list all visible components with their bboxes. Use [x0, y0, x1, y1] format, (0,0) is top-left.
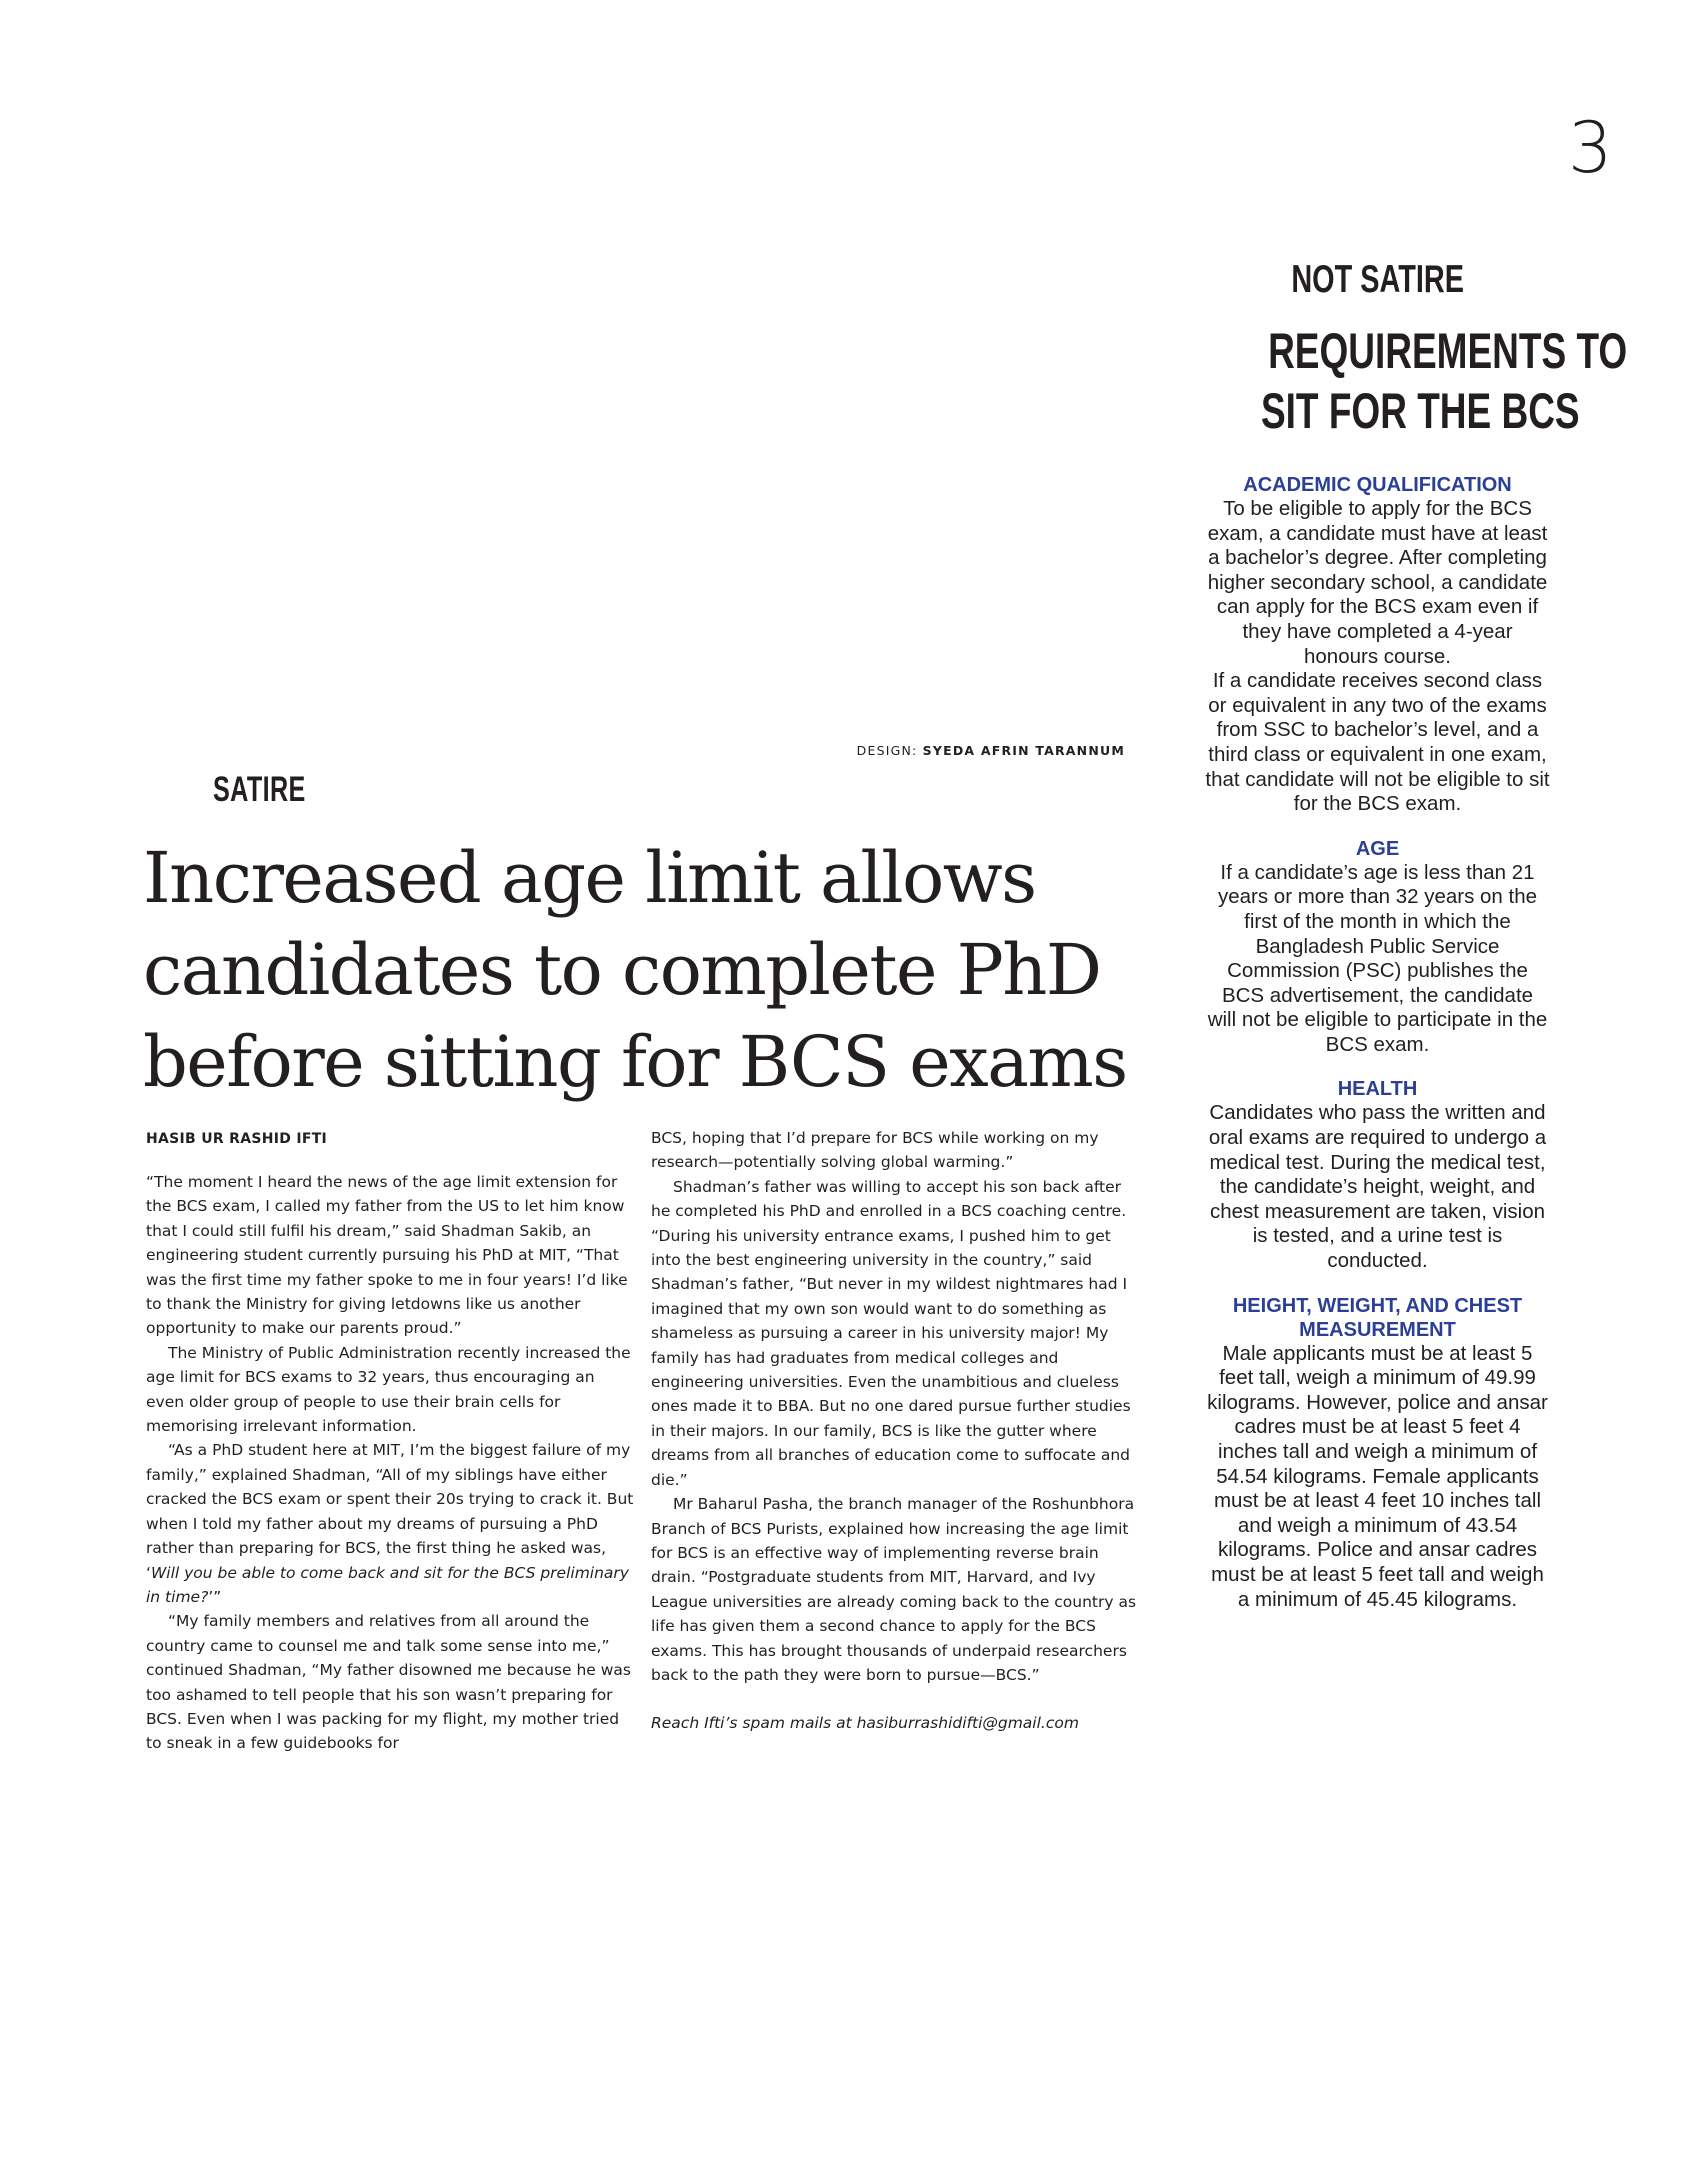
paragraph: “My family members and relatives from all around the country came to counsel me and talk some sense into me,” continued Shadman, “My father disowned me because he was too ashamed to tell people that his son wasn’t preparing for BCS. Even when I was packing for my flight, my mother tried to sneak in a few guidebooks for — [146, 1612, 631, 1753]
section-body: If a candidate’s age is less than 21 years or more than 32 years on the first of the month in which the Bangladesh Public Service Commission (PSC) publishes the BCS advertisement, the candidate will not be eligible to participate in the BCS exam. — [1207, 860, 1548, 1056]
paragraph — [146, 1438, 636, 1609]
paragraph: The Ministry of Public Administration recently increased the age limit for BCS exams to 32 years, thus encouraging an even older group of people to use their brain cells for memorising irrelevant information. — [146, 1343, 631, 1436]
headline-line-2: candidates to complete PhD — [143, 929, 1101, 1011]
sidebar-section-academic — [1205, 473, 1550, 817]
section-heading: HEIGHT, WEIGHT, AND CHEST MEASUREMENT — [1232, 1294, 1523, 1341]
paragraph: BCS, hoping that I’d prepare for BCS while working on my research—potentially solving global warming.” — [651, 1129, 1099, 1172]
sidebar — [1205, 255, 1628, 1632]
article-column-2 — [651, 1126, 1141, 1736]
page-number: 3 — [1568, 107, 1613, 189]
section-tag: SATIRE — [213, 770, 306, 809]
paragraph: Shadman’s father was willing to accept his son back after he completed his PhD and enrolled in a BCS coaching centre. “During his university entrance exams, I pushed him to get into the best engineering university in the country,” said Shadman’s father, “But never in my wildest nightmares had I imagined that my own son would want to do something as shameless as pursuing a career in his university major! My family has had graduates from medical colleges and engineering universities. Even the unambitious and clueless ones made it to BBA. But no one dared pursue further studies in their majors. In our family, BCS is like the gutter where dreams from all branches of education come to suffocate and die.” — [651, 1177, 1131, 1489]
paragraph: “The moment I heard the news of the age limit extension for the BCS exam, I called my father from the US to let him know that I could still fulfil his dream,” said Shadman Sakib, an engineering student currently pursuing his PhD at MIT, “That was the first time my father spoke to me in four years! I’d like to thank the Ministry for giving letdowns like us another opportunity to make our parents proud.” — [146, 1173, 628, 1338]
design-credit-name: SYEDA AFRIN TARANNUM — [922, 743, 1125, 758]
byline: HASIB UR RASHID IFTI — [146, 1131, 328, 1147]
section-body: If a candidate receives second class or equivalent in any two of the exams from SSC to bachelor’s level, and a third class or equivalent in one exam, that candidate will not be eligible to sit for the BCS exam. — [1205, 669, 1550, 816]
sidebar-title — [1205, 321, 1628, 441]
section-body: To be eligible to apply for the BCS exam, a candidate must have at least a bachelor’s degree. After completing higher secondary school, a candidate can apply for the BCS exam even if they have completed a 4-year honours course. — [1207, 497, 1548, 668]
section-heading: ACADEMIC QUALIFICATION — [1243, 474, 1512, 496]
italic-quote: Will you be able to come back and sit for the BCS preliminary in time? — [146, 1563, 629, 1606]
sidebar-title-line-1: REQUIREMENTS TO — [1268, 323, 1628, 379]
sidebar-kicker: NOT SATIRE — [1291, 258, 1464, 301]
sidebar-section-height-weight — [1205, 1294, 1550, 1613]
section-heading: HEALTH — [1337, 1078, 1418, 1101]
paragraph-text-end: ’” — [208, 1587, 222, 1606]
headline — [143, 832, 1143, 1108]
sidebar-sections — [1205, 473, 1550, 1612]
section-body: Male applicants must be at least 5 feet tall, weigh a minimum of 49.99 kilograms. However, police and ansar cadres must be at least 5 feet 4 inches tall and weigh a minimum of 54.54 kilograms. Female applicants must be at least 4 feet 10 inches tall and weigh a minimum of 43.54 kilograms. Police and ansar cadres must be at least 5 feet tall and weigh a minimum of 45.45 kilograms. — [1207, 1341, 1548, 1611]
article-column-1 — [146, 1170, 636, 1756]
author-contact: Reach Ifti’s spam mails at hasiburrashidifti@gmail.com — [651, 1714, 1079, 1733]
sidebar-title-line-2: SIT FOR THE BCS — [1260, 383, 1580, 439]
design-credit — [620, 743, 1125, 758]
sidebar-section-health — [1205, 1077, 1550, 1273]
section-body: Candidates who pass the written and oral exams are required to undergo a medical test. During the medical test, the candidate’s height, weight, and chest measurement are taken, vision is tested, and a urine test is conducted. — [1208, 1101, 1547, 1273]
design-credit-label: DESIGN: — [856, 743, 918, 758]
paragraph-text: “As a PhD student here at MIT, I’m the biggest failure of my family,” explained Shadman, “All of my siblings have either cracked the BCS exam or spent their 20s trying to crack it. But when I told my father about my dreams of pursuing a PhD rather than preparing for BCS, the first thing he asked was, ‘ — [146, 1441, 634, 1582]
sidebar-section-age — [1205, 837, 1550, 1058]
headline-line-1: Increased age limit allows — [143, 837, 1036, 919]
section-heading: AGE — [1355, 837, 1400, 860]
headline-line-3: before sitting for BCS exams — [143, 1021, 1127, 1103]
paragraph: Mr Baharul Pasha, the branch manager of the Roshunbhora Branch of BCS Purists, explained how increasing the age limit for BCS is an effective way of implementing reverse brain drain. “Postgraduate students from MIT, Harvard, and Ivy League universities are already coming back to the country as life has given them a second chance to apply for the BCS exams. This has brought thousands of underpaid researchers back to the path they were born to pursue—BCS.” — [651, 1495, 1137, 1684]
